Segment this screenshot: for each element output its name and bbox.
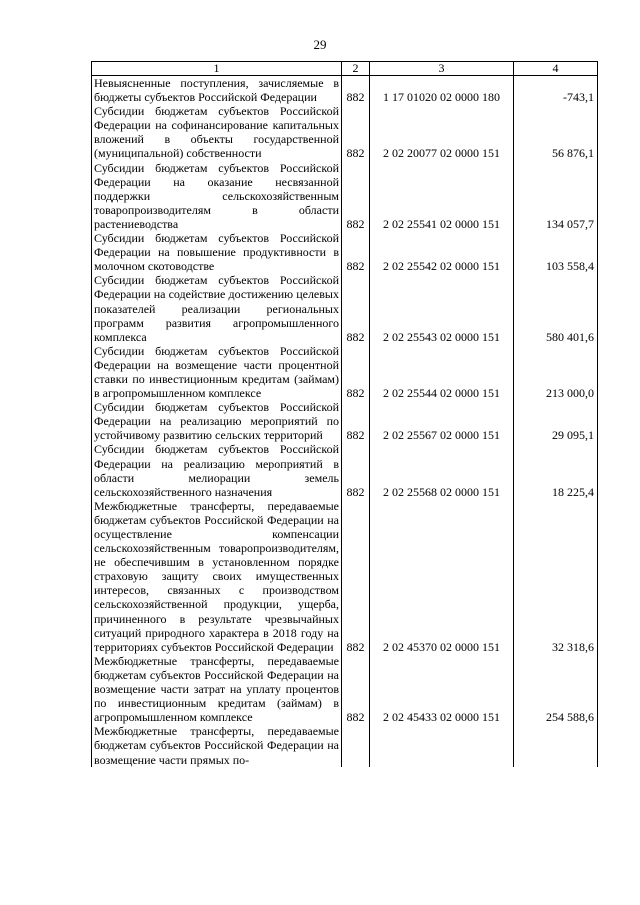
table-row <box>92 400 598 442</box>
table-row <box>92 499 598 654</box>
row-amount: 134 057,7 <box>514 161 598 231</box>
row-admin-code: 882 <box>342 104 370 160</box>
row-amount: 213 000,0 <box>514 344 598 400</box>
row-budget-code: 2 02 25543 02 0000 151 <box>370 273 514 343</box>
row-amount: 29 095,1 <box>514 400 598 442</box>
row-amount: -743,1 <box>514 76 598 105</box>
row-budget-code: 2 02 25541 02 0000 151 <box>370 161 514 231</box>
table-row <box>92 231 598 273</box>
row-amount <box>514 724 598 766</box>
row-admin-code: 882 <box>342 273 370 343</box>
revenue-table <box>91 61 598 767</box>
table-row <box>92 76 598 105</box>
row-budget-code: 2 02 45433 02 0000 151 <box>370 654 514 724</box>
table-row <box>92 724 598 766</box>
row-admin-code: 882 <box>342 442 370 498</box>
page-number: 29 <box>313 37 327 52</box>
row-name: Межбюджетные трансферты, передаваемые бюджетам субъектов Российской Федерации на возмещение части прямых по- <box>92 724 342 766</box>
table-row <box>92 161 598 231</box>
row-admin-code: 882 <box>342 161 370 231</box>
row-budget-code <box>370 724 514 766</box>
table-row <box>92 344 598 400</box>
row-name: Субсидии бюджетам субъектов Российской Федерации на возмещение части процентной ставки по инвестиционным кредитам (займам) в агропромышленном комплексе <box>92 344 342 400</box>
row-amount: 580 401,6 <box>514 273 598 343</box>
table-row <box>92 654 598 724</box>
row-name: Субсидии бюджетам субъектов Российской Федерации на оказание несвязанной поддержки сельскохозяйственным товаропроизводителям в области растениеводства <box>92 161 342 231</box>
row-amount: 254 588,6 <box>514 654 598 724</box>
table-row <box>92 104 598 160</box>
table-row <box>92 273 598 343</box>
row-admin-code: 882 <box>342 344 370 400</box>
row-admin-code <box>342 724 370 766</box>
row-admin-code: 882 <box>342 231 370 273</box>
row-name: Межбюджетные трансферты, передаваемые бюджетам субъектов Российской Федерации на осуществление компенсации сельскохозяйственным товаропроизводителям, не обеспечившим в установленном порядке страховую защиту своих имущественных интересов, связанных с производством сельскохозяйственной продукции, ущерба, причиненного в результате чрезвычайных ситуаций природного характера в 2018 году на территориях субъектов Российской Федерации <box>92 499 342 654</box>
row-name: Субсидии бюджетам субъектов Российской Федерации на содействие достижению целевых показателей реализации региональных программ развития агропромышленного комплекса <box>92 273 342 343</box>
row-name: Невыясненные поступления, зачисляемые в бюджеты субъектов Российской Федерации <box>92 76 342 105</box>
row-budget-code: 2 02 25567 02 0000 151 <box>370 400 514 442</box>
row-admin-code: 882 <box>342 76 370 105</box>
row-amount: 18 225,4 <box>514 442 598 498</box>
row-admin-code: 882 <box>342 400 370 442</box>
row-amount: 32 318,6 <box>514 499 598 654</box>
row-budget-code: 2 02 25568 02 0000 151 <box>370 442 514 498</box>
header-col-4: 4 <box>514 62 598 76</box>
row-name: Субсидии бюджетам субъектов Российской Федерации на софинансирование капитальных вложений в объекты государственной (муниципальной) собственности <box>92 104 342 160</box>
row-name: Межбюджетные трансферты, передаваемые бюджетам субъектов Российской Федерации на возмещение части затрат на уплату процентов по инвестиционным кредитам (займам) в агропромышленном комплексе <box>92 654 342 724</box>
row-admin-code: 882 <box>342 499 370 654</box>
row-budget-code: 2 02 25544 02 0000 151 <box>370 344 514 400</box>
row-budget-code: 2 02 20077 02 0000 151 <box>370 104 514 160</box>
row-name: Субсидии бюджетам субъектов Российской Федерации на реализацию мероприятий по устойчивому развитию сельских территорий <box>92 400 342 442</box>
row-name: Субсидии бюджетам субъектов Российской Федерации на реализацию мероприятий в области мелиорации земель сельскохозяйственного назначения <box>92 442 342 498</box>
row-budget-code: 1 17 01020 02 0000 180 <box>370 76 514 105</box>
table-row <box>92 442 598 498</box>
row-amount: 103 558,4 <box>514 231 598 273</box>
table-header-row <box>92 62 598 76</box>
row-admin-code: 882 <box>342 654 370 724</box>
row-amount: 56 876,1 <box>514 104 598 160</box>
row-name: Субсидии бюджетам субъектов Российской Федерации на повышение продуктивности в молочном скотоводстве <box>92 231 342 273</box>
header-col-3: 3 <box>370 62 514 76</box>
row-budget-code: 2 02 25542 02 0000 151 <box>370 231 514 273</box>
header-col-1: 1 <box>92 62 342 76</box>
header-col-2: 2 <box>342 62 370 76</box>
row-budget-code: 2 02 45370 02 0000 151 <box>370 499 514 654</box>
